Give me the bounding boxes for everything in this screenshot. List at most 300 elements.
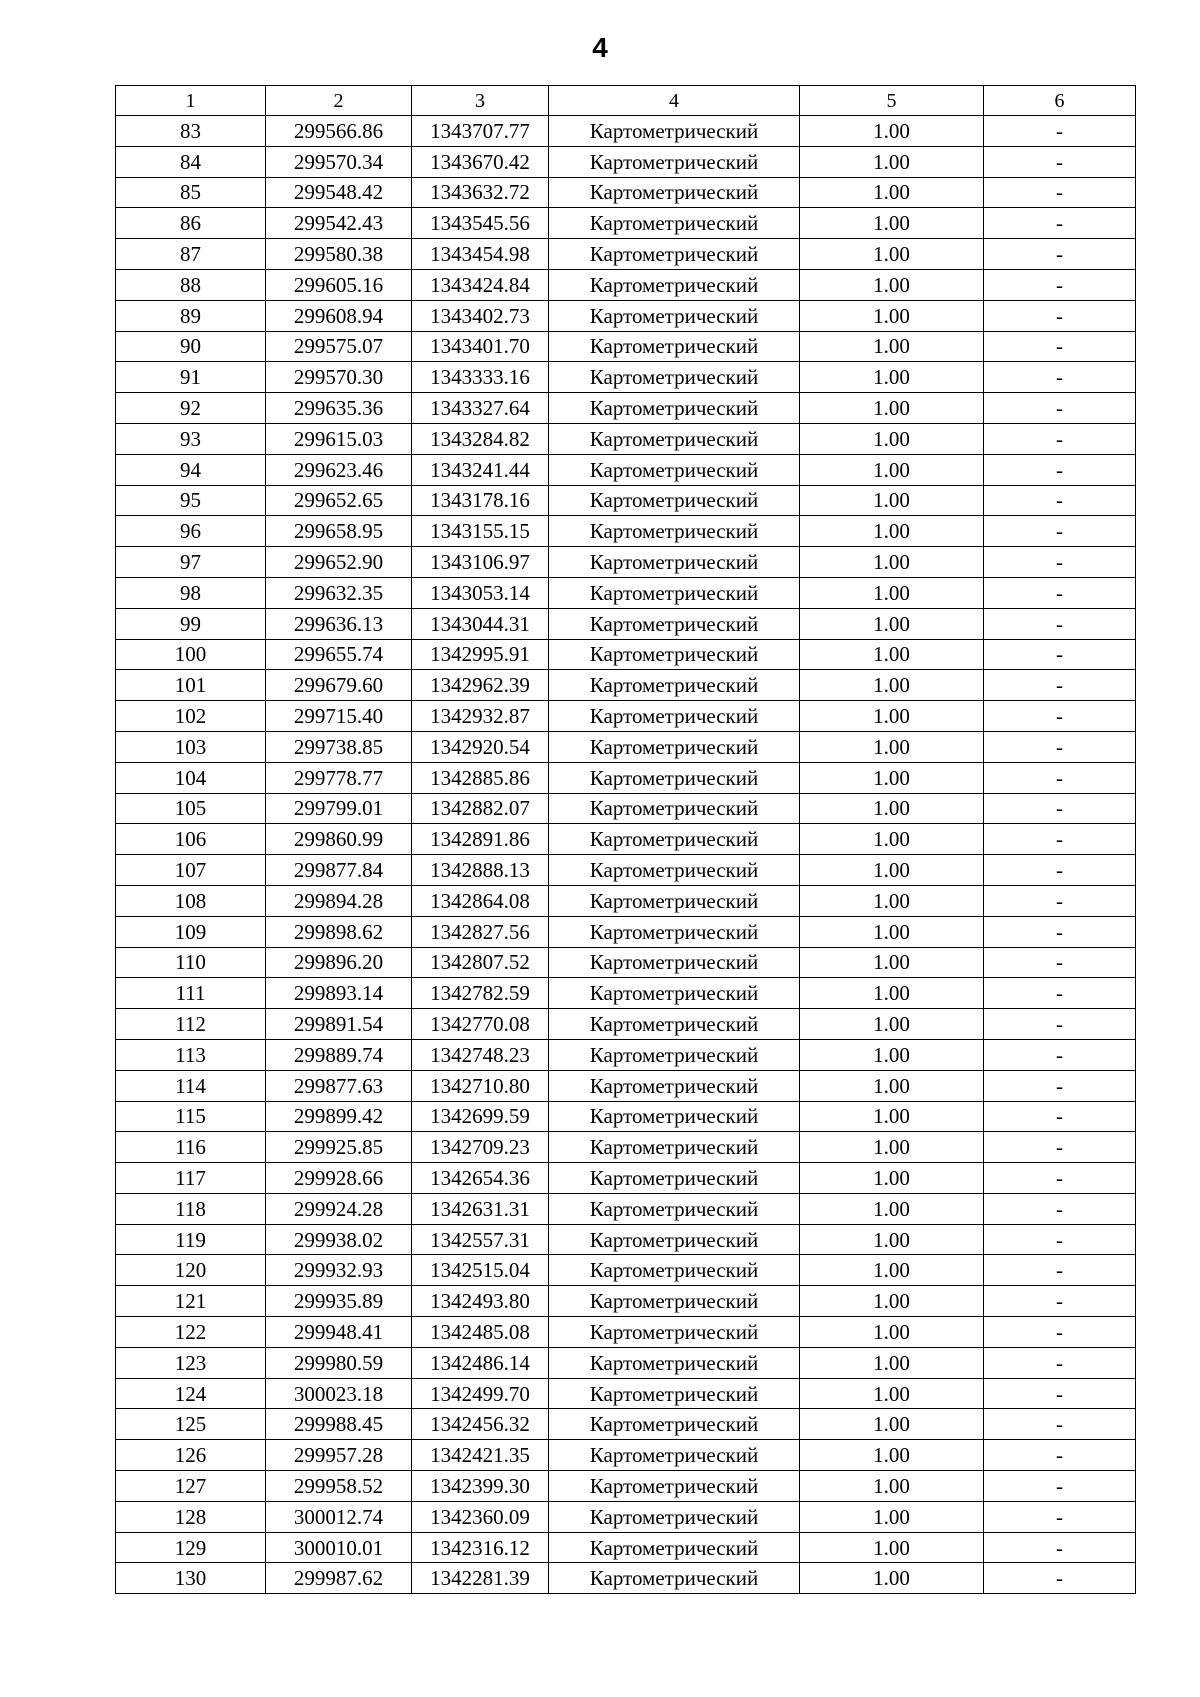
y-coordinate-cell: 1342995.91 bbox=[412, 639, 549, 670]
method-cell: Картометрический bbox=[549, 639, 800, 670]
x-coordinate-cell: 299799.01 bbox=[266, 793, 412, 824]
method-cell: Картометрический bbox=[549, 670, 800, 701]
note-cell: - bbox=[984, 1163, 1136, 1194]
table-row bbox=[116, 1224, 1136, 1255]
point-number-cell: 123 bbox=[116, 1347, 266, 1378]
accuracy-cell: 1.00 bbox=[800, 239, 984, 270]
x-coordinate-cell: 299958.52 bbox=[266, 1471, 412, 1502]
accuracy-cell: 1.00 bbox=[800, 1440, 984, 1471]
accuracy-cell: 1.00 bbox=[800, 1378, 984, 1409]
x-coordinate-cell: 299980.59 bbox=[266, 1347, 412, 1378]
x-coordinate-cell: 299570.34 bbox=[266, 146, 412, 177]
accuracy-cell: 1.00 bbox=[800, 1039, 984, 1070]
note-cell: - bbox=[984, 1317, 1136, 1348]
note-cell: - bbox=[984, 1347, 1136, 1378]
point-number-cell: 104 bbox=[116, 762, 266, 793]
x-coordinate-cell: 299898.62 bbox=[266, 916, 412, 947]
table-row bbox=[116, 1286, 1136, 1317]
point-number-cell: 115 bbox=[116, 1101, 266, 1132]
table-row bbox=[116, 146, 1136, 177]
x-coordinate-cell: 299738.85 bbox=[266, 731, 412, 762]
accuracy-cell: 1.00 bbox=[800, 1163, 984, 1194]
y-coordinate-cell: 1343424.84 bbox=[412, 269, 549, 300]
note-cell: - bbox=[984, 1532, 1136, 1563]
method-cell: Картометрический bbox=[549, 177, 800, 208]
accuracy-cell: 1.00 bbox=[800, 608, 984, 639]
point-number-cell: 107 bbox=[116, 855, 266, 886]
point-number-cell: 94 bbox=[116, 454, 266, 485]
y-coordinate-cell: 1342807.52 bbox=[412, 947, 549, 978]
x-coordinate-cell: 299542.43 bbox=[266, 208, 412, 239]
x-coordinate-cell: 299957.28 bbox=[266, 1440, 412, 1471]
y-coordinate-cell: 1342557.31 bbox=[412, 1224, 549, 1255]
accuracy-cell: 1.00 bbox=[800, 762, 984, 793]
y-coordinate-cell: 1343707.77 bbox=[412, 116, 549, 147]
accuracy-cell: 1.00 bbox=[800, 1501, 984, 1532]
table-row bbox=[116, 1317, 1136, 1348]
note-cell: - bbox=[984, 793, 1136, 824]
accuracy-cell: 1.00 bbox=[800, 208, 984, 239]
point-number-cell: 114 bbox=[116, 1070, 266, 1101]
note-cell: - bbox=[984, 916, 1136, 947]
point-number-cell: 128 bbox=[116, 1501, 266, 1532]
x-coordinate-cell: 299896.20 bbox=[266, 947, 412, 978]
method-cell: Картометрический bbox=[549, 516, 800, 547]
point-number-cell: 97 bbox=[116, 547, 266, 578]
table-row bbox=[116, 608, 1136, 639]
x-coordinate-cell: 299893.14 bbox=[266, 978, 412, 1009]
x-coordinate-cell: 299605.16 bbox=[266, 269, 412, 300]
y-coordinate-cell: 1342709.23 bbox=[412, 1132, 549, 1163]
method-cell: Картометрический bbox=[549, 1070, 800, 1101]
table-row bbox=[116, 639, 1136, 670]
y-coordinate-cell: 1343155.15 bbox=[412, 516, 549, 547]
accuracy-cell: 1.00 bbox=[800, 331, 984, 362]
header-cell-5: 5 bbox=[800, 86, 984, 116]
method-cell: Картометрический bbox=[549, 239, 800, 270]
x-coordinate-cell: 300010.01 bbox=[266, 1532, 412, 1563]
accuracy-cell: 1.00 bbox=[800, 701, 984, 732]
table-row bbox=[116, 1501, 1136, 1532]
note-cell: - bbox=[984, 978, 1136, 1009]
table-row bbox=[116, 269, 1136, 300]
accuracy-cell: 1.00 bbox=[800, 978, 984, 1009]
y-coordinate-cell: 1343454.98 bbox=[412, 239, 549, 270]
method-cell: Картометрический bbox=[549, 947, 800, 978]
table-row bbox=[116, 331, 1136, 362]
header-cell-3: 3 bbox=[412, 86, 549, 116]
table-row bbox=[116, 762, 1136, 793]
method-cell: Картометрический bbox=[549, 1409, 800, 1440]
table-row bbox=[116, 731, 1136, 762]
note-cell: - bbox=[984, 239, 1136, 270]
y-coordinate-cell: 1342316.12 bbox=[412, 1532, 549, 1563]
table-header-row bbox=[116, 86, 1136, 116]
x-coordinate-cell: 299932.93 bbox=[266, 1255, 412, 1286]
point-number-cell: 108 bbox=[116, 885, 266, 916]
table-row bbox=[116, 208, 1136, 239]
y-coordinate-cell: 1343327.64 bbox=[412, 393, 549, 424]
y-coordinate-cell: 1342515.04 bbox=[412, 1255, 549, 1286]
point-number-cell: 113 bbox=[116, 1039, 266, 1070]
method-cell: Картометрический bbox=[549, 1471, 800, 1502]
note-cell: - bbox=[984, 362, 1136, 393]
y-coordinate-cell: 1342920.54 bbox=[412, 731, 549, 762]
table-row bbox=[116, 947, 1136, 978]
header-cell-6: 6 bbox=[984, 86, 1136, 116]
point-number-cell: 87 bbox=[116, 239, 266, 270]
accuracy-cell: 1.00 bbox=[800, 731, 984, 762]
note-cell: - bbox=[984, 639, 1136, 670]
point-number-cell: 111 bbox=[116, 978, 266, 1009]
point-number-cell: 125 bbox=[116, 1409, 266, 1440]
table-row bbox=[116, 670, 1136, 701]
y-coordinate-cell: 1342885.86 bbox=[412, 762, 549, 793]
x-coordinate-cell: 299679.60 bbox=[266, 670, 412, 701]
y-coordinate-cell: 1343632.72 bbox=[412, 177, 549, 208]
y-coordinate-cell: 1343333.16 bbox=[412, 362, 549, 393]
method-cell: Картометрический bbox=[549, 1163, 800, 1194]
table-row bbox=[116, 116, 1136, 147]
note-cell: - bbox=[984, 762, 1136, 793]
x-coordinate-cell: 299652.65 bbox=[266, 485, 412, 516]
accuracy-cell: 1.00 bbox=[800, 793, 984, 824]
method-cell: Картометрический bbox=[549, 146, 800, 177]
y-coordinate-cell: 1342399.30 bbox=[412, 1471, 549, 1502]
note-cell: - bbox=[984, 1070, 1136, 1101]
y-coordinate-cell: 1342421.35 bbox=[412, 1440, 549, 1471]
accuracy-cell: 1.00 bbox=[800, 855, 984, 886]
x-coordinate-cell: 299652.90 bbox=[266, 547, 412, 578]
method-cell: Картометрический bbox=[549, 793, 800, 824]
note-cell: - bbox=[984, 855, 1136, 886]
y-coordinate-cell: 1342782.59 bbox=[412, 978, 549, 1009]
point-number-cell: 120 bbox=[116, 1255, 266, 1286]
x-coordinate-cell: 299877.63 bbox=[266, 1070, 412, 1101]
point-number-cell: 91 bbox=[116, 362, 266, 393]
method-cell: Картометрический bbox=[549, 608, 800, 639]
accuracy-cell: 1.00 bbox=[800, 1409, 984, 1440]
table-row bbox=[116, 793, 1136, 824]
y-coordinate-cell: 1342360.09 bbox=[412, 1501, 549, 1532]
point-number-cell: 117 bbox=[116, 1163, 266, 1194]
x-coordinate-cell: 299925.85 bbox=[266, 1132, 412, 1163]
point-number-cell: 93 bbox=[116, 423, 266, 454]
point-number-cell: 122 bbox=[116, 1317, 266, 1348]
accuracy-cell: 1.00 bbox=[800, 824, 984, 855]
method-cell: Картометрический bbox=[549, 1532, 800, 1563]
table-row bbox=[116, 1163, 1136, 1194]
y-coordinate-cell: 1343670.42 bbox=[412, 146, 549, 177]
y-coordinate-cell: 1342748.23 bbox=[412, 1039, 549, 1070]
method-cell: Картометрический bbox=[549, 855, 800, 886]
y-coordinate-cell: 1342882.07 bbox=[412, 793, 549, 824]
note-cell: - bbox=[984, 516, 1136, 547]
note-cell: - bbox=[984, 947, 1136, 978]
x-coordinate-cell: 299623.46 bbox=[266, 454, 412, 485]
note-cell: - bbox=[984, 423, 1136, 454]
x-coordinate-cell: 299935.89 bbox=[266, 1286, 412, 1317]
point-number-cell: 124 bbox=[116, 1378, 266, 1409]
accuracy-cell: 1.00 bbox=[800, 1101, 984, 1132]
x-coordinate-cell: 300012.74 bbox=[266, 1501, 412, 1532]
y-coordinate-cell: 1343284.82 bbox=[412, 423, 549, 454]
note-cell: - bbox=[984, 1501, 1136, 1532]
x-coordinate-cell: 299636.13 bbox=[266, 608, 412, 639]
table-row bbox=[116, 1101, 1136, 1132]
note-cell: - bbox=[984, 547, 1136, 578]
note-cell: - bbox=[984, 177, 1136, 208]
y-coordinate-cell: 1342891.86 bbox=[412, 824, 549, 855]
method-cell: Картометрический bbox=[549, 731, 800, 762]
y-coordinate-cell: 1343402.73 bbox=[412, 300, 549, 331]
table-row bbox=[116, 516, 1136, 547]
x-coordinate-cell: 299570.30 bbox=[266, 362, 412, 393]
x-coordinate-cell: 299566.86 bbox=[266, 116, 412, 147]
note-cell: - bbox=[984, 731, 1136, 762]
note-cell: - bbox=[984, 1471, 1136, 1502]
note-cell: - bbox=[984, 331, 1136, 362]
method-cell: Картометрический bbox=[549, 116, 800, 147]
note-cell: - bbox=[984, 608, 1136, 639]
note-cell: - bbox=[984, 1563, 1136, 1594]
coordinates-table bbox=[115, 85, 1136, 1594]
y-coordinate-cell: 1342710.80 bbox=[412, 1070, 549, 1101]
method-cell: Картометрический bbox=[549, 1255, 800, 1286]
accuracy-cell: 1.00 bbox=[800, 1132, 984, 1163]
x-coordinate-cell: 299889.74 bbox=[266, 1039, 412, 1070]
y-coordinate-cell: 1342864.08 bbox=[412, 885, 549, 916]
accuracy-cell: 1.00 bbox=[800, 1193, 984, 1224]
note-cell: - bbox=[984, 1132, 1136, 1163]
table-row bbox=[116, 855, 1136, 886]
header-cell-1: 1 bbox=[116, 86, 266, 116]
x-coordinate-cell: 299635.36 bbox=[266, 393, 412, 424]
method-cell: Картометрический bbox=[549, 916, 800, 947]
point-number-cell: 101 bbox=[116, 670, 266, 701]
accuracy-cell: 1.00 bbox=[800, 885, 984, 916]
note-cell: - bbox=[984, 1255, 1136, 1286]
method-cell: Картометрический bbox=[549, 208, 800, 239]
accuracy-cell: 1.00 bbox=[800, 1347, 984, 1378]
x-coordinate-cell: 299655.74 bbox=[266, 639, 412, 670]
note-cell: - bbox=[984, 1193, 1136, 1224]
y-coordinate-cell: 1342932.87 bbox=[412, 701, 549, 732]
method-cell: Картометрический bbox=[549, 485, 800, 516]
y-coordinate-cell: 1342281.39 bbox=[412, 1563, 549, 1594]
y-coordinate-cell: 1342962.39 bbox=[412, 670, 549, 701]
method-cell: Картометрический bbox=[549, 1224, 800, 1255]
point-number-cell: 90 bbox=[116, 331, 266, 362]
method-cell: Картометрический bbox=[549, 331, 800, 362]
note-cell: - bbox=[984, 116, 1136, 147]
point-number-cell: 105 bbox=[116, 793, 266, 824]
note-cell: - bbox=[984, 1009, 1136, 1040]
accuracy-cell: 1.00 bbox=[800, 454, 984, 485]
table-row bbox=[116, 1039, 1136, 1070]
note-cell: - bbox=[984, 300, 1136, 331]
y-coordinate-cell: 1342888.13 bbox=[412, 855, 549, 886]
note-cell: - bbox=[984, 454, 1136, 485]
point-number-cell: 85 bbox=[116, 177, 266, 208]
point-number-cell: 116 bbox=[116, 1132, 266, 1163]
point-number-cell: 119 bbox=[116, 1224, 266, 1255]
point-number-cell: 126 bbox=[116, 1440, 266, 1471]
method-cell: Картометрический bbox=[549, 423, 800, 454]
accuracy-cell: 1.00 bbox=[800, 1070, 984, 1101]
x-coordinate-cell: 299987.62 bbox=[266, 1563, 412, 1594]
x-coordinate-cell: 299715.40 bbox=[266, 701, 412, 732]
x-coordinate-cell: 299988.45 bbox=[266, 1409, 412, 1440]
y-coordinate-cell: 1343178.16 bbox=[412, 485, 549, 516]
page-number: 4 bbox=[592, 32, 608, 63]
note-cell: - bbox=[984, 824, 1136, 855]
x-coordinate-cell: 299608.94 bbox=[266, 300, 412, 331]
accuracy-cell: 1.00 bbox=[800, 177, 984, 208]
table-row bbox=[116, 239, 1136, 270]
accuracy-cell: 1.00 bbox=[800, 1286, 984, 1317]
y-coordinate-cell: 1343053.14 bbox=[412, 577, 549, 608]
y-coordinate-cell: 1342699.59 bbox=[412, 1101, 549, 1132]
note-cell: - bbox=[984, 1224, 1136, 1255]
note-cell: - bbox=[984, 1440, 1136, 1471]
note-cell: - bbox=[984, 485, 1136, 516]
table-row bbox=[116, 916, 1136, 947]
table-row bbox=[116, 824, 1136, 855]
point-number-cell: 102 bbox=[116, 701, 266, 732]
method-cell: Картометрический bbox=[549, 701, 800, 732]
x-coordinate-cell: 299615.03 bbox=[266, 423, 412, 454]
point-number-cell: 96 bbox=[116, 516, 266, 547]
y-coordinate-cell: 1343545.56 bbox=[412, 208, 549, 239]
y-coordinate-cell: 1342631.31 bbox=[412, 1193, 549, 1224]
method-cell: Картометрический bbox=[549, 1317, 800, 1348]
table-row bbox=[116, 1132, 1136, 1163]
point-number-cell: 98 bbox=[116, 577, 266, 608]
point-number-cell: 92 bbox=[116, 393, 266, 424]
table-body bbox=[116, 86, 1136, 1594]
table-row bbox=[116, 885, 1136, 916]
point-number-cell: 95 bbox=[116, 485, 266, 516]
header-cell-2: 2 bbox=[266, 86, 412, 116]
table-row bbox=[116, 423, 1136, 454]
x-coordinate-cell: 299924.28 bbox=[266, 1193, 412, 1224]
point-number-cell: 118 bbox=[116, 1193, 266, 1224]
accuracy-cell: 1.00 bbox=[800, 1471, 984, 1502]
x-coordinate-cell: 299658.95 bbox=[266, 516, 412, 547]
point-number-cell: 88 bbox=[116, 269, 266, 300]
point-number-cell: 100 bbox=[116, 639, 266, 670]
method-cell: Картометрический bbox=[549, 1193, 800, 1224]
accuracy-cell: 1.00 bbox=[800, 1532, 984, 1563]
y-coordinate-cell: 1343241.44 bbox=[412, 454, 549, 485]
table-row bbox=[116, 1563, 1136, 1594]
point-number-cell: 84 bbox=[116, 146, 266, 177]
y-coordinate-cell: 1342654.36 bbox=[412, 1163, 549, 1194]
note-cell: - bbox=[984, 1101, 1136, 1132]
point-number-cell: 86 bbox=[116, 208, 266, 239]
method-cell: Картометрический bbox=[549, 547, 800, 578]
accuracy-cell: 1.00 bbox=[800, 547, 984, 578]
y-coordinate-cell: 1342493.80 bbox=[412, 1286, 549, 1317]
x-coordinate-cell: 299548.42 bbox=[266, 177, 412, 208]
x-coordinate-cell: 299575.07 bbox=[266, 331, 412, 362]
note-cell: - bbox=[984, 1378, 1136, 1409]
method-cell: Картометрический bbox=[549, 393, 800, 424]
method-cell: Картометрический bbox=[549, 885, 800, 916]
table-row bbox=[116, 1471, 1136, 1502]
note-cell: - bbox=[984, 146, 1136, 177]
x-coordinate-cell: 299938.02 bbox=[266, 1224, 412, 1255]
note-cell: - bbox=[984, 885, 1136, 916]
accuracy-cell: 1.00 bbox=[800, 1009, 984, 1040]
point-number-cell: 121 bbox=[116, 1286, 266, 1317]
accuracy-cell: 1.00 bbox=[800, 300, 984, 331]
x-coordinate-cell: 299860.99 bbox=[266, 824, 412, 855]
accuracy-cell: 1.00 bbox=[800, 269, 984, 300]
method-cell: Картометрический bbox=[549, 1009, 800, 1040]
table-row bbox=[116, 701, 1136, 732]
point-number-cell: 106 bbox=[116, 824, 266, 855]
point-number-cell: 83 bbox=[116, 116, 266, 147]
y-coordinate-cell: 1343106.97 bbox=[412, 547, 549, 578]
y-coordinate-cell: 1342770.08 bbox=[412, 1009, 549, 1040]
method-cell: Картометрический bbox=[549, 1132, 800, 1163]
x-coordinate-cell: 300023.18 bbox=[266, 1378, 412, 1409]
method-cell: Картометрический bbox=[549, 1039, 800, 1070]
accuracy-cell: 1.00 bbox=[800, 1563, 984, 1594]
accuracy-cell: 1.00 bbox=[800, 516, 984, 547]
header-cell-4: 4 bbox=[549, 86, 800, 116]
point-number-cell: 130 bbox=[116, 1563, 266, 1594]
table-row bbox=[116, 1378, 1136, 1409]
point-number-cell: 129 bbox=[116, 1532, 266, 1563]
note-cell: - bbox=[984, 1286, 1136, 1317]
method-cell: Картометрический bbox=[549, 1286, 800, 1317]
method-cell: Картометрический bbox=[549, 762, 800, 793]
accuracy-cell: 1.00 bbox=[800, 1224, 984, 1255]
point-number-cell: 112 bbox=[116, 1009, 266, 1040]
accuracy-cell: 1.00 bbox=[800, 670, 984, 701]
method-cell: Картометрический bbox=[549, 1378, 800, 1409]
point-number-cell: 89 bbox=[116, 300, 266, 331]
note-cell: - bbox=[984, 577, 1136, 608]
y-coordinate-cell: 1342485.08 bbox=[412, 1317, 549, 1348]
method-cell: Картометрический bbox=[549, 300, 800, 331]
note-cell: - bbox=[984, 701, 1136, 732]
note-cell: - bbox=[984, 670, 1136, 701]
x-coordinate-cell: 299891.54 bbox=[266, 1009, 412, 1040]
x-coordinate-cell: 299632.35 bbox=[266, 577, 412, 608]
note-cell: - bbox=[984, 269, 1136, 300]
x-coordinate-cell: 299948.41 bbox=[266, 1317, 412, 1348]
table-row bbox=[116, 1009, 1136, 1040]
y-coordinate-cell: 1342486.14 bbox=[412, 1347, 549, 1378]
method-cell: Картометрический bbox=[549, 978, 800, 1009]
y-coordinate-cell: 1342499.70 bbox=[412, 1378, 549, 1409]
table-row bbox=[116, 1255, 1136, 1286]
method-cell: Картометрический bbox=[549, 1440, 800, 1471]
table-row bbox=[116, 1347, 1136, 1378]
table-row bbox=[116, 300, 1136, 331]
x-coordinate-cell: 299580.38 bbox=[266, 239, 412, 270]
point-number-cell: 109 bbox=[116, 916, 266, 947]
accuracy-cell: 1.00 bbox=[800, 116, 984, 147]
accuracy-cell: 1.00 bbox=[800, 1317, 984, 1348]
table-row bbox=[116, 978, 1136, 1009]
point-number-cell: 103 bbox=[116, 731, 266, 762]
table-row bbox=[116, 1532, 1136, 1563]
